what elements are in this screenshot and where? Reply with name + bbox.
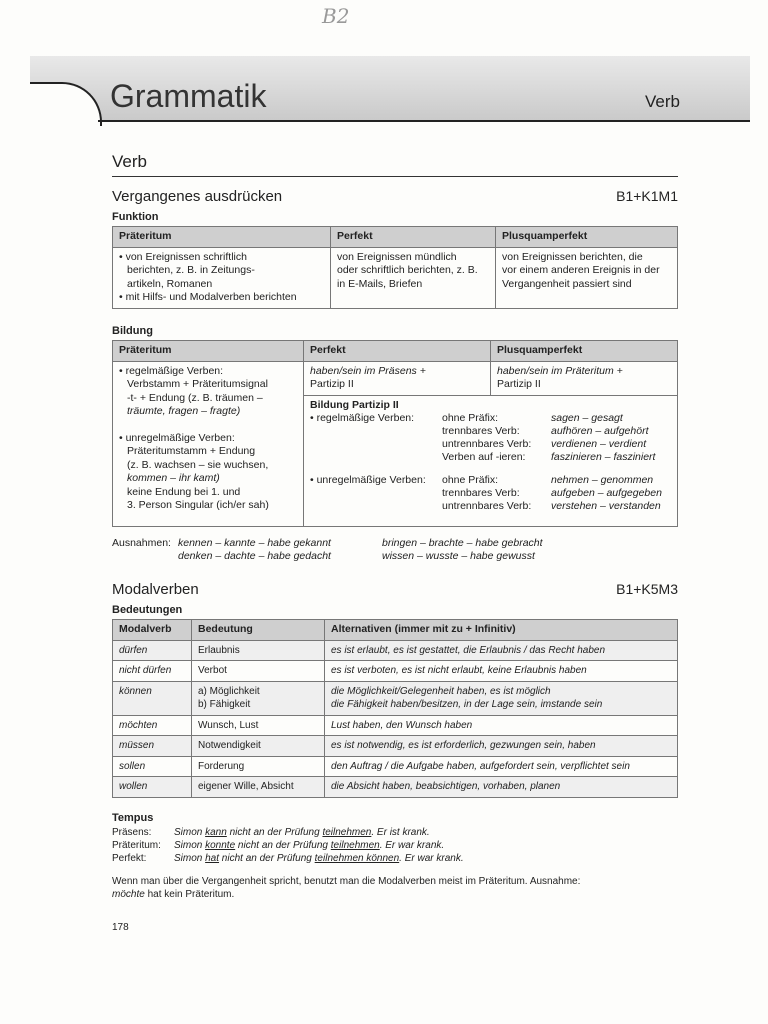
sentence-part: Simon <box>174 827 206 838</box>
sentence-part: nicht an der Prüfung <box>226 827 323 838</box>
label-tempus: Tempus <box>112 812 154 824</box>
modal-alternatives: die Möglichkeit/Gelegenheit haben, es ist möglich die Fähigkeit haben/besitzen, in der Lage sein, imstande sein <box>325 681 678 715</box>
modal-row <box>113 736 678 757</box>
partizip-group <box>310 451 442 464</box>
ausnahmen-row <box>112 537 547 550</box>
text-line: artikeln, Romanen <box>127 277 213 290</box>
partizip-cell <box>304 395 678 526</box>
bildung-cell-prateritum <box>113 361 304 526</box>
modal-meaning: eigener Wille, Absicht <box>192 777 325 798</box>
bildung-cell-plusquam <box>491 361 678 395</box>
sentence-infinitive: teilnehmen <box>322 827 372 838</box>
partizip-title: Bildung Partizip II <box>310 398 399 411</box>
header-topic: Verb <box>645 92 680 111</box>
partizip-group <box>310 425 442 438</box>
text-line: 3. Person Singular (ich/er sah) <box>127 499 269 511</box>
subsection-title-modal: Modalverben <box>112 581 199 598</box>
partizip-group <box>310 500 442 513</box>
modal-row <box>113 661 678 682</box>
sentence-part: . Er ist krank. <box>371 827 430 838</box>
partizip-type: ohne Präfix: <box>442 412 499 424</box>
sentence-verb: hat <box>205 853 220 864</box>
text-line: vor einem anderen Ereignis in der <box>502 264 660 276</box>
text-line: von Ereignissen berichten, die <box>502 250 643 263</box>
text-line: -t- + Endung (z. B. träumen – <box>127 391 263 404</box>
sentence-verb: konnte <box>205 840 236 851</box>
ausnahmen-item: denken – dachte – habe gedacht <box>178 550 331 562</box>
tempus-block <box>112 826 464 865</box>
text-line: Verbstamm + Präteritumsignal <box>127 378 268 390</box>
modal-verb: wollen <box>113 777 192 798</box>
ausnahmen-item: bringen – brachte – habe gebracht <box>382 537 543 549</box>
text-line: berichten, z. B. in Zeitungs- <box>127 264 255 276</box>
partizip-group: • unregelmäßige Verben: <box>310 474 426 486</box>
header-rule <box>98 120 750 122</box>
partizip-grid <box>310 412 671 513</box>
modal-alternatives: Lust haben, den Wunsch haben <box>325 715 678 736</box>
label-funktion: Funktion <box>112 211 159 223</box>
text-line: • von Ereignissen schriftlich <box>119 250 247 263</box>
partizip-spacer-row <box>310 464 671 474</box>
modal-meaning: Forderung <box>192 756 325 777</box>
tempus-sentence <box>174 853 464 864</box>
text-line: Partizip II <box>497 378 541 390</box>
ausnahmen-item: kennen – kannte – habe gekannt <box>178 537 331 549</box>
bildung-header-perfekt: Perfekt <box>304 341 491 362</box>
funktion-cell-perfekt <box>331 247 496 308</box>
partizip-example: aufgeben – aufgegeben <box>551 487 662 499</box>
text-line: Vergangenheit passiert sind <box>502 277 632 290</box>
modal-table <box>112 619 678 798</box>
tempus-row <box>112 826 464 839</box>
modal-alternatives: es ist notwendig, es ist erforderlich, gezwungen sein, haben <box>325 736 678 757</box>
page-number: 178 <box>112 922 129 933</box>
text-line: von Ereignissen mündlich <box>337 250 457 263</box>
modal-verb: sollen <box>113 756 192 777</box>
text-line: in E-Mails, Briefen <box>337 277 423 290</box>
spacer <box>119 419 297 432</box>
funktion-cell-plusquam <box>496 247 678 308</box>
text-line: träumte, fragen – fragte) <box>127 405 241 417</box>
handwritten-note: B2 <box>322 4 350 28</box>
text-line: haben/sein im Präteritum + <box>497 364 623 377</box>
section-title: Verb <box>112 152 147 171</box>
tempus-tense: Präsens: <box>112 827 152 838</box>
modal-verb: möchten <box>113 715 192 736</box>
funktion-header-perfekt: Perfekt <box>331 227 496 248</box>
level-tag-vergangenes: B1+K1M1 <box>616 188 678 204</box>
modal-verb: nicht dürfen <box>113 661 192 682</box>
partizip-example: sagen – gesagt <box>551 412 623 424</box>
partizip-type: ohne Präfix: <box>442 474 499 486</box>
spacer <box>112 550 178 563</box>
spacer <box>310 464 671 474</box>
partizip-example: faszinieren – fasziniert <box>551 451 656 463</box>
bildung-header-prateritum: Präteritum <box>113 341 304 362</box>
partizip-example: verstehen – verstanden <box>551 500 661 512</box>
partizip-group: • regelmäßige Verben: <box>310 412 415 424</box>
sentence-part: nicht an der Prüfung <box>219 853 315 864</box>
funktion-header-prateritum: Präteritum <box>113 227 331 248</box>
sentence-part: Simon <box>174 840 206 851</box>
text-line: haben/sein im Präsens + <box>310 364 426 377</box>
modal-meaning: Erlaubnis <box>192 640 325 661</box>
modal-meaning: Notwendigkeit <box>192 736 325 757</box>
text-line: Präteritumstamm + Endung <box>127 445 256 457</box>
modal-meaning: Verbot <box>192 661 325 682</box>
partizip-type: untrennbares Verb: <box>442 500 532 512</box>
modal-meaning: a) Möglichkeit b) Fähigkeit <box>192 681 325 715</box>
text-line: Partizip II <box>310 378 354 390</box>
ausnahmen-grid <box>112 537 547 563</box>
text-line: • mit Hilfs- und Modalverben berichten <box>119 291 297 303</box>
modal-header-alternatives: Alternativen (immer mit zu + Infinitiv) <box>325 620 678 641</box>
funktion-table <box>112 226 678 309</box>
tempus-tense: Präteritum: <box>112 840 161 851</box>
text-line: keine Endung bei 1. und <box>127 485 241 498</box>
partizip-type: untrennbares Verb: <box>442 438 532 450</box>
modal-verb: dürfen <box>113 640 192 661</box>
partizip-type: Verben auf -ieren: <box>442 451 526 463</box>
modal-row <box>113 777 678 798</box>
partizip-row <box>310 425 671 438</box>
sentence-part: Simon <box>174 853 206 864</box>
bildung-table <box>112 340 678 527</box>
partizip-type: trennbares Verb: <box>442 487 520 499</box>
tempus-row <box>112 852 464 865</box>
sentence-part: . Er war krank. <box>379 840 445 851</box>
partizip-row <box>310 474 671 487</box>
partizip-row <box>310 412 671 425</box>
funktion-cell-prateritum <box>113 247 331 308</box>
partizip-row <box>310 487 671 500</box>
partizip-type: trennbares Verb: <box>442 425 520 437</box>
sentence-infinitive: teilnehmen können <box>314 853 400 864</box>
sentence-infinitive: teilnehmen <box>330 840 380 851</box>
modal-verb: können <box>113 681 192 715</box>
text-line: oder schriftlich berichten, z. B. <box>337 264 478 276</box>
text-line: (z. B. wachsen – sie wuchsen, <box>127 458 269 471</box>
modal-alternatives: den Auftrag / die Aufgabe haben, aufgefordert sein, verpflichtet sein <box>325 756 678 777</box>
label-bildung: Bildung <box>112 325 153 337</box>
sentence-part: . Er war krank. <box>399 853 464 864</box>
section-rule <box>112 176 678 177</box>
bildung-cell-perfekt <box>304 361 491 395</box>
modal-row <box>113 756 678 777</box>
ausnahmen-row <box>112 550 547 563</box>
partizip-row <box>310 451 671 464</box>
partizip-row <box>310 500 671 513</box>
modal-verb: müssen <box>113 736 192 757</box>
partizip-row <box>310 438 671 451</box>
tempus-sentence <box>174 827 430 838</box>
subsection-title-vergangenes: Vergangenes ausdrücken <box>112 188 283 205</box>
ausnahmen-block <box>112 537 547 563</box>
modal-alternatives: die Absicht haben, beabsichtigen, vorhaben, planen <box>325 777 678 798</box>
page-title: Grammatik <box>110 78 267 114</box>
bildung-header-plusquam: Plusquamperfekt <box>491 341 678 362</box>
partizip-group <box>310 438 442 451</box>
modal-alternatives: es ist erlaubt, es ist gestattet, die Erlaubnis / das Recht haben <box>325 640 678 661</box>
note-paragraph <box>112 875 672 901</box>
funktion-header-plusquam: Plusquamperfekt <box>496 227 678 248</box>
level-tag-modal: B1+K5M3 <box>616 581 678 597</box>
tempus-sentence <box>174 840 444 851</box>
modal-meaning: Wunsch, Lust <box>192 715 325 736</box>
note-text: Wenn man über die Vergangenheit spricht, benutzt man die Modalverben meist im Präteritum. Ausnahme: <box>112 876 581 887</box>
partizip-group <box>310 487 442 500</box>
modal-row <box>113 640 678 661</box>
modal-row <box>113 681 678 715</box>
ausnahmen-item: wissen – wusste – habe gewusst <box>382 550 535 562</box>
note-italic: möchte <box>112 889 145 900</box>
modal-alternatives: es ist verboten, es ist nicht erlaubt, keine Erlaubnis haben <box>325 661 678 682</box>
sentence-part: nicht an der Prüfung <box>235 840 331 851</box>
text-line: kommen – ihr kamt) <box>127 472 220 484</box>
tempus-row <box>112 839 464 852</box>
sentence-verb: kann <box>205 827 227 838</box>
text-line: • unregelmäßige Verben: <box>119 431 235 444</box>
tempus-tense: Perfekt: <box>112 853 147 864</box>
partizip-example: verdienen – verdient <box>551 438 647 450</box>
ausnahmen-label: Ausnahmen: <box>112 537 171 549</box>
text-line: • regelmäßige Verben: <box>119 364 224 377</box>
modal-header-verb: Modalverb <box>113 620 192 641</box>
note-rest: hat kein Präteritum. <box>144 889 235 900</box>
partizip-example: nehmen – genommen <box>551 474 654 486</box>
label-bedeutungen: Bedeutungen <box>112 604 183 616</box>
modal-row <box>113 715 678 736</box>
partizip-example: aufhören – aufgehört <box>551 425 649 437</box>
modal-header-meaning: Bedeutung <box>192 620 325 641</box>
